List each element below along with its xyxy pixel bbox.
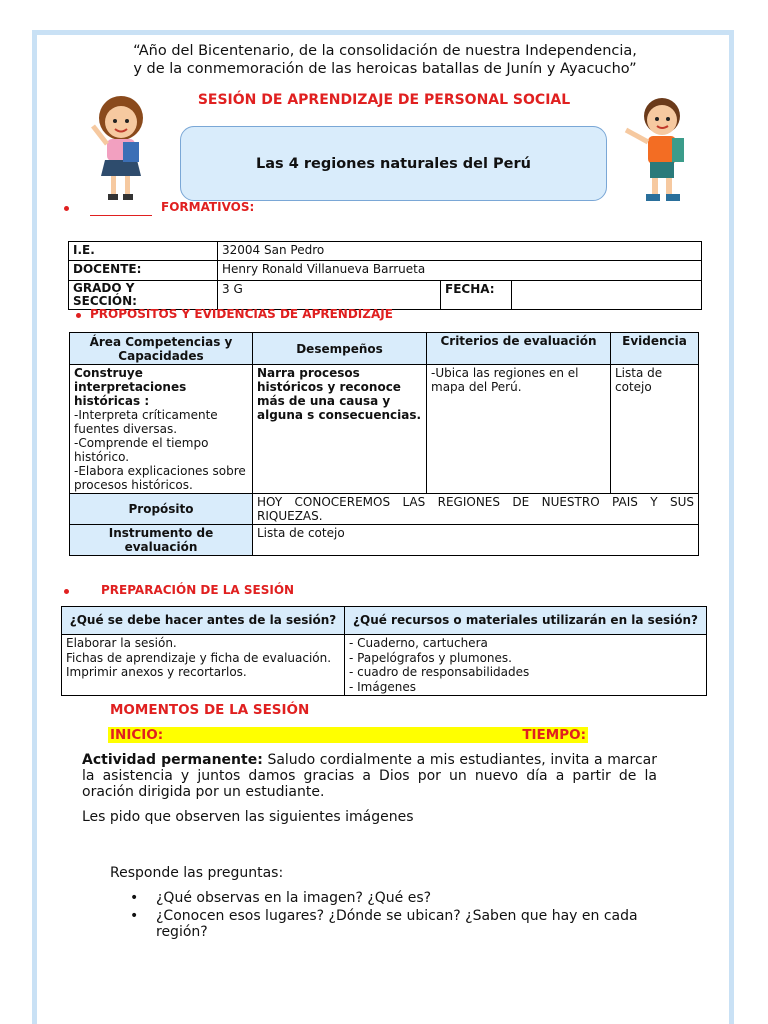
inicio-bar: [108, 727, 588, 743]
fecha-label: FECHA:: [441, 281, 512, 310]
question-text: ¿Conocen esos lugares? ¿Dónde se ubican? ¿Saben que hay en cada región?: [156, 908, 638, 940]
capacidad-item: -Elabora explicaciones sobre procesos históricos.: [74, 464, 246, 492]
desempeno-cell: Narra procesos históricos y reconoce más de una causa y alguna s consecuencias.: [253, 365, 427, 494]
col-desempenos-header: Desempeños: [253, 333, 427, 365]
bullet-icon: [64, 589, 69, 594]
boy-student-illustration: [620, 92, 700, 208]
grado-label-line-2: SECCIÓN:: [73, 294, 137, 308]
grado-value: 3 G: [218, 281, 441, 310]
tiempo-label: TIEMPO:: [522, 727, 586, 743]
docente-label: DOCENTE:: [69, 261, 218, 281]
before-cell: [62, 635, 345, 696]
list-item: - Papelógrafos y plumones.: [349, 650, 512, 665]
question-text: ¿Qué observas en la imagen? ¿Qué es?: [156, 890, 432, 906]
responde-text: Responde las preguntas:: [110, 865, 284, 881]
fecha-value: [512, 281, 702, 310]
list-item: - Cuaderno, cartuchera: [349, 636, 488, 650]
actividad-label: Actividad permanente:: [82, 752, 263, 768]
bullet-icon: •: [130, 890, 139, 906]
resources-cell: [345, 635, 707, 696]
capacidad-item: -Interpreta críticamente fuentes diversas.: [74, 408, 218, 436]
section-preparacion: PREPARACIÓN DE LA SESIÓN: [101, 583, 295, 597]
evidence-table: [69, 332, 699, 556]
observe-text: Les pido que observen las siguientes imágenes: [82, 809, 414, 825]
list-item: Fichas de aprendizaje y ficha de evaluación.: [66, 650, 332, 665]
questions-list: [130, 890, 660, 940]
session-title: SESIÓN DE APRENDIZAJE DE PERSONAL SOCIAL: [197, 92, 571, 108]
grado-label: [69, 281, 218, 310]
list-item: [130, 908, 660, 940]
evidencia-cell: Lista de cotejo: [611, 365, 699, 494]
proposito-value: HOY CONOCEREMOS LAS REGIONES DE NUESTRO PAIS Y SUS RIQUEZAS.: [253, 494, 699, 525]
list-item: - cuadro de responsabilidades: [349, 665, 530, 679]
col-evidencia-header: Evidencia: [611, 333, 699, 365]
list-item: Imprimir anexos y recortarlos.: [66, 665, 247, 679]
info-table: [68, 241, 702, 310]
bullet-icon: •: [130, 908, 139, 924]
ie-value: 32004 San Pedro: [218, 242, 702, 261]
preparation-table: [61, 606, 707, 696]
topic-box: [180, 126, 607, 201]
instrumento-label: Instrumento de evaluación: [70, 525, 253, 556]
motto-line-2: y de la conmemoración de las heroicas batallas de Junín y Ayacucho”: [133, 61, 637, 77]
topic-title: Las 4 regiones naturales del Perú: [256, 155, 531, 172]
motto: [60, 42, 710, 78]
bullet-icon: [64, 206, 69, 211]
underline: [90, 215, 152, 216]
capacidad-item: -Comprende el tiempo histórico.: [74, 436, 209, 464]
section-momentos: MOMENTOS DE LA SESIÓN: [110, 702, 310, 718]
girl-student-illustration: [85, 94, 157, 206]
col-area-header: Área Competencias y Capacidades: [70, 333, 253, 365]
proposito-label: Propósito: [70, 494, 253, 525]
col-before-header: ¿Qué se debe hacer antes de la sesión?: [62, 607, 345, 635]
col-resources-header: ¿Qué recursos o materiales utilizarán en la sesión?: [345, 607, 707, 635]
motto-line-1: “Año del Bicentenario, de la consolidación de nuestra Independencia,: [133, 43, 637, 59]
ie-label: I.E.: [69, 242, 218, 261]
grado-label-line-1: GRADO Y: [73, 281, 135, 295]
list-item: - Imágenes: [349, 679, 416, 694]
criterio-cell: -Ubica las regiones en el mapa del Perú.: [427, 365, 611, 494]
section-formativos: FORMATIVOS:: [161, 200, 255, 214]
inicio-label: INICIO:: [110, 727, 164, 743]
docente-value: Henry Ronald Villanueva Barrueta: [218, 261, 702, 281]
competencia-cell: [70, 365, 253, 494]
bullet-icon: [76, 313, 81, 318]
list-item: [130, 890, 660, 906]
instrumento-value: Lista de cotejo: [253, 525, 699, 556]
section-propositos: PROPOSITOS Y EVIDENCIAS DE APRENDIZAJE: [90, 307, 393, 321]
col-criterios-header: Criterios de evaluación: [427, 333, 611, 365]
actividad-paragraph: [82, 752, 657, 800]
competencia-title: Construye interpretaciones históricas :: [74, 366, 187, 408]
list-item: Elaborar la sesión.: [66, 636, 177, 650]
actividad-text: Saludo cordialmente a mis estudiantes, invita a marcar la asistencia y juntos damos gracias a Dios por un nuevo día a partir de la oración dirigida por un estudiante.: [82, 752, 657, 800]
